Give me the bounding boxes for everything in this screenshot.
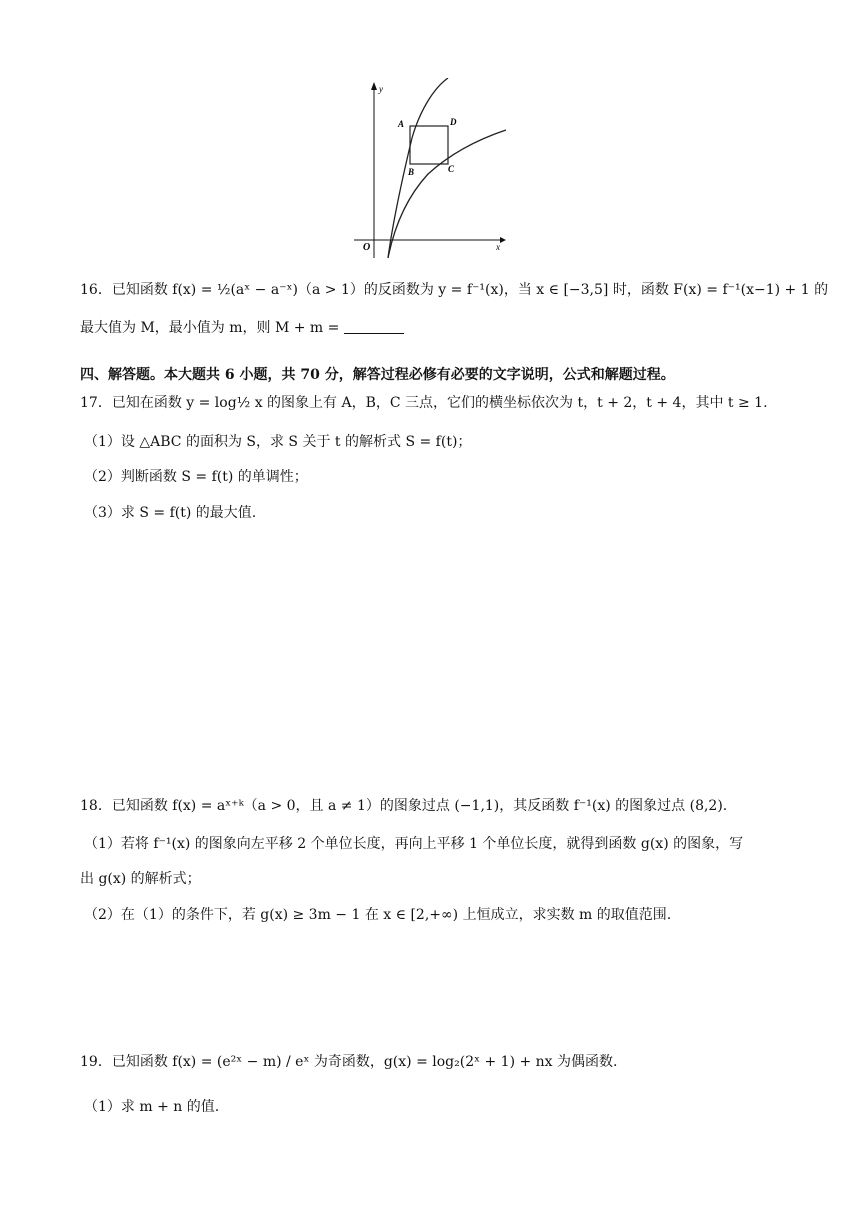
q17-part2: （2）判断函数 S = f(t) 的单调性； xyxy=(84,469,308,485)
square-abcd xyxy=(410,126,448,164)
q18-part2: （2）在（1）的条件下，若 g(x) ≥ 3m − 1 在 x ∈ [2,+∞) 上恒成立，求实数 m 的取值范围. xyxy=(84,907,672,923)
y-axis-arrow xyxy=(371,82,377,90)
graph-figure xyxy=(350,78,510,260)
q17-stem: 17．已知在函数 y = log½ x 的图象上有 A，B，C 三点，它们的横坐标依次为 t，t + 2，t + 4，其中 t ≥ 1. xyxy=(80,395,768,411)
q19-stem: 19．已知函数 f(x) = (e²ˣ − m) / eˣ 为奇函数，g(x) = log₂(2ˣ + 1) + nx 为偶函数. xyxy=(80,1054,618,1070)
point-b-label: B xyxy=(408,167,415,177)
q18-stem: 18．已知函数 f(x) = aˣ⁺ᵏ（a > 0，且 a ≠ 1）的图象过点 (−1,1)，其反函数 f⁻¹(x) 的图象过点 (8,2). xyxy=(80,798,728,814)
q16-line2 xyxy=(80,318,404,338)
q19-part1: （1）求 m + n 的值. xyxy=(84,1099,220,1115)
origin-label: O xyxy=(363,242,371,253)
q18-part1-line1: （1）若将 f⁻¹(x) 的图象向左平移 2 个单位长度，再向上平移 1 个单位长度，就得到函数 g(x) 的图象，写 xyxy=(84,836,744,852)
shallow-curve xyxy=(388,130,506,258)
point-a-label: A xyxy=(398,119,405,129)
point-d-label: D xyxy=(450,117,457,127)
q17-part1: （1）设 △ABC 的面积为 S，求 S 关于 t 的解析式 S = f(t)； xyxy=(84,434,472,450)
x-axis-label: x xyxy=(496,242,500,252)
section-heading: 四、解答题。本大题共 6 小题，共 70 分，解答过程必修有必要的文字说明，公式和解题过程。 xyxy=(80,367,675,383)
point-c-label: C xyxy=(448,164,455,174)
q16-line2-text: 最大值为 M，最小值为 m，则 M + m = xyxy=(80,320,340,336)
q16-line1: 16．已知函数 f(x) = ½(aˣ − a⁻ˣ)（a > 1）的反函数为 y = f⁻¹(x)，当 x ∈ [−3,5] 时，函数 F(x) = f⁻¹(x−1) + 1 的 xyxy=(80,282,829,298)
steep-curve xyxy=(388,78,448,258)
answer-blank xyxy=(344,319,404,334)
y-axis-label: y xyxy=(379,84,383,94)
x-axis-arrow xyxy=(500,237,506,243)
q18-part1-line2: 出 g(x) 的解析式； xyxy=(80,871,201,887)
q17-part3: （3）求 S = f(t) 的最大值. xyxy=(84,505,257,521)
